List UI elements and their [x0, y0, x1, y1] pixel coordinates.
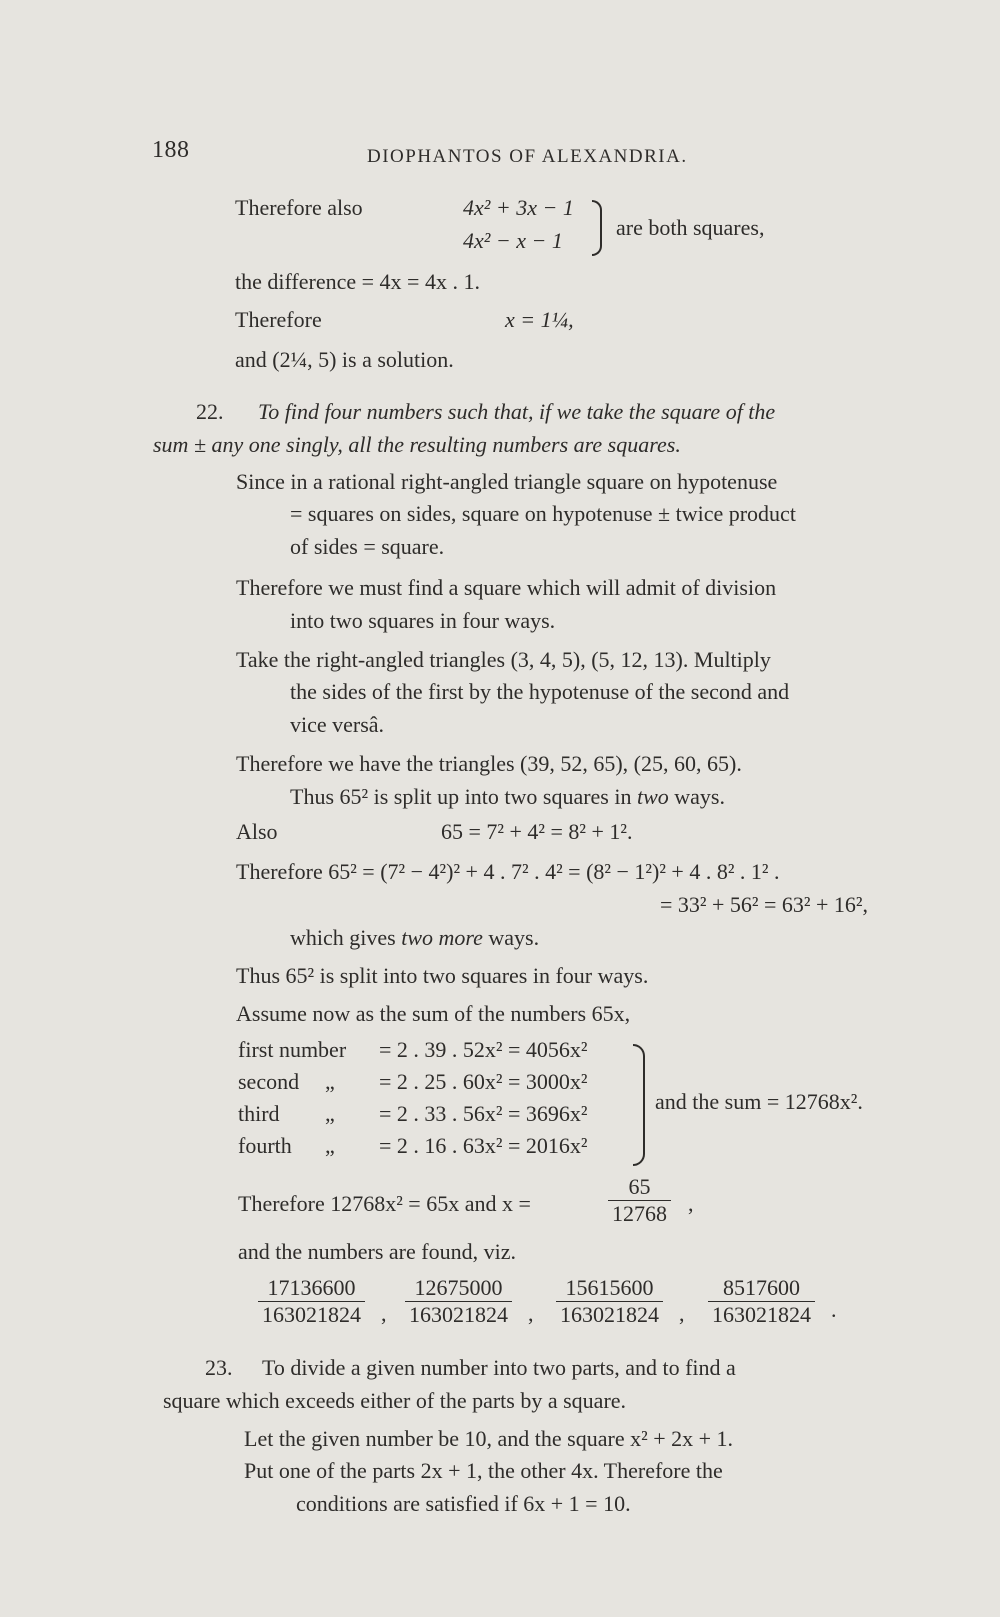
number-label: third	[238, 1101, 280, 1126]
fraction-denominator: 163021824	[556, 1301, 663, 1328]
number-expression: = 2 . 16 . 63x² = 2016x²	[379, 1133, 588, 1158]
paragraph-line: Thus 65² is split into two squares in four ways.	[236, 963, 649, 988]
ditto-mark: „	[325, 1133, 335, 1158]
problem-22-number: 22.	[196, 399, 224, 424]
result-fraction	[708, 1275, 815, 1328]
text-also: Also	[236, 819, 278, 844]
paragraph-line: of sides = square.	[290, 534, 445, 559]
fraction-numerator: 8517600	[723, 1275, 800, 1300]
number-label: second	[238, 1069, 300, 1094]
paragraph-line: = squares on sides, square on hypotenuse ± twice product	[290, 501, 796, 526]
number-expression: = 2 . 25 . 60x² = 3000x²	[379, 1069, 588, 1094]
expression-1: 4x² + 3x − 1	[463, 195, 574, 220]
paragraph-line: vice versâ.	[290, 712, 385, 737]
paragraph-line: Let the given number be 10, and the square x² + 2x + 1.	[244, 1426, 734, 1451]
paragraph-line: into two squares in four ways.	[290, 608, 556, 633]
equation-line: = 33² + 56² = 63² + 16²,	[660, 892, 869, 917]
problem-23-statement-cont: square which exceeds either of the parts by a square.	[163, 1388, 627, 1413]
paragraph-line: the sides of the first by the hypotenuse of the second and	[290, 679, 790, 704]
number-label: fourth	[238, 1133, 292, 1158]
paragraph-line: conditions are satisfied if 6x + 1 = 10.	[296, 1491, 631, 1516]
separator: .	[831, 1297, 837, 1322]
fraction-x	[608, 1174, 671, 1227]
text-therefore-also: Therefore also	[235, 195, 363, 220]
brace	[592, 200, 602, 256]
result-fraction	[405, 1275, 512, 1328]
brace	[633, 1044, 645, 1166]
ditto-mark: „	[325, 1101, 335, 1126]
problem-22-statement: To find four numbers such that, if we take the square of the	[258, 399, 776, 424]
number-expression: = 2 . 33 . 56x² = 3696x²	[379, 1101, 588, 1126]
separator: ,	[381, 1301, 387, 1326]
text-are-both-squares: are both squares,	[616, 215, 765, 240]
problem-23-number: 23.	[205, 1355, 233, 1380]
equation-therefore-x: Therefore 12768x² = 65x and x =	[238, 1191, 531, 1216]
text-difference: the difference = 4x = 4x . 1.	[235, 269, 480, 294]
paragraph-line: Thus 65² is split up into two squares in two ways.	[290, 784, 725, 809]
problem-23-statement: To divide a given number into two parts, and to find a	[262, 1355, 736, 1380]
separator: ,	[679, 1301, 685, 1326]
paragraph-line: which gives two more ways.	[290, 925, 540, 950]
paragraph-line: Therefore we have the triangles (39, 52, 65), (25, 60, 65).	[236, 751, 742, 776]
fraction-denominator: 163021824	[405, 1301, 512, 1328]
paragraph-line: Therefore we must find a square which will admit of division	[236, 575, 777, 600]
problem-22-statement-cont: sum ± any one singly, all the resulting numbers are squares.	[153, 432, 681, 457]
text-sum: and the sum = 12768x².	[655, 1089, 863, 1114]
number-expression: = 2 . 39 . 52x² = 4056x²	[379, 1037, 588, 1062]
expression-2: 4x² − x − 1	[463, 228, 563, 253]
fraction-numerator: 65	[628, 1174, 651, 1199]
result-fraction	[556, 1275, 663, 1328]
text-solution: and (2¼, 5) is a solution.	[235, 347, 454, 372]
equation-also: 65 = 7² + 4² = 8² + 1².	[441, 819, 633, 844]
fraction-denominator: 163021824	[258, 1301, 365, 1328]
paragraph-line: Put one of the parts 2x + 1, the other 4x. Therefore the	[244, 1458, 723, 1483]
ditto-mark: „	[325, 1069, 335, 1094]
separator: ,	[528, 1301, 534, 1326]
paragraph-line: and the numbers are found, viz.	[238, 1239, 516, 1264]
page-number: 188	[152, 137, 190, 163]
x-value: x = 1¼,	[505, 307, 574, 332]
fraction-numerator: 15615600	[565, 1275, 654, 1300]
text-therefore: Therefore	[235, 307, 322, 332]
paragraph-line: Take the right-angled triangles (3, 4, 5), (5, 12, 13). Multiply	[236, 647, 771, 672]
equation-line: Therefore 65² = (7² − 4²)² + 4 . 7² . 4² = (8² − 1²)² + 4 . 8² . 1² .	[236, 859, 780, 884]
number-label: first number	[238, 1037, 347, 1062]
comma: ,	[688, 1191, 694, 1216]
fraction-numerator: 17136600	[267, 1275, 356, 1300]
fraction-denominator: 12768	[608, 1200, 671, 1227]
result-fraction	[258, 1275, 365, 1328]
fraction-numerator: 12675000	[414, 1275, 503, 1300]
paragraph-line: Since in a rational right-angled triangle square on hypotenuse	[236, 469, 778, 494]
fraction-denominator: 163021824	[708, 1301, 815, 1328]
paragraph-line: Assume now as the sum of the numbers 65x,	[236, 1001, 631, 1026]
running-title: DIOPHANTOS OF ALEXANDRIA.	[367, 146, 688, 167]
